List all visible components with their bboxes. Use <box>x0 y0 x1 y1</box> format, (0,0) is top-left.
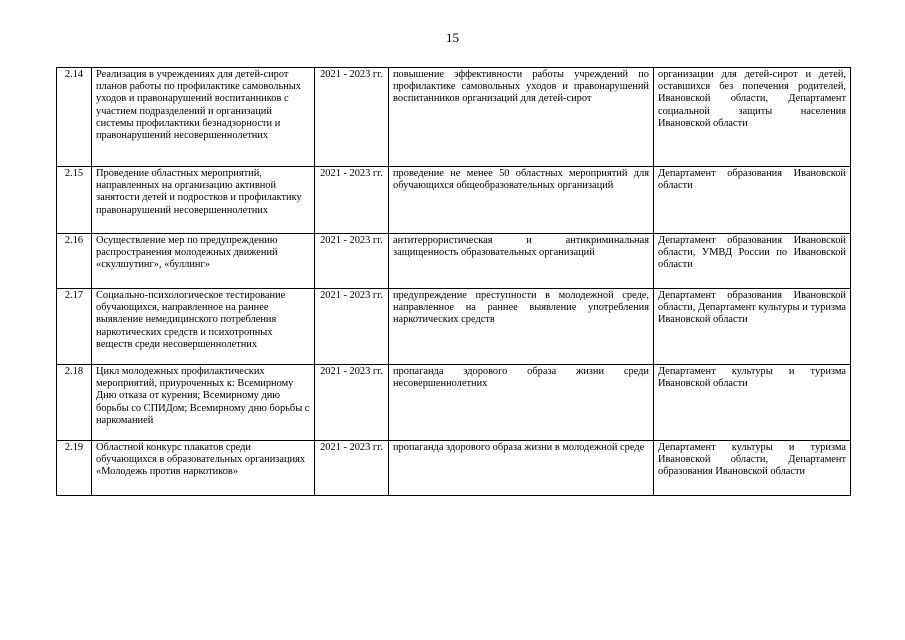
measure-term: 2021 - 2023 гг. <box>315 167 389 234</box>
measure-executor: Департамент образования Ивановской области <box>654 167 851 234</box>
row-number: 2.16 <box>57 234 92 289</box>
row-number: 2.18 <box>57 365 92 441</box>
measure-term: 2021 - 2023 гг. <box>315 68 389 167</box>
measure-executor: Департамент культуры и туризма Ивановской области <box>654 365 851 441</box>
measure-result: пропаганда здорового образа жизни среди несовершеннолетних <box>389 365 654 441</box>
measure-result: антитеррористическая и антикриминальная защищенность образовательных организаций <box>389 234 654 289</box>
measure-name: Цикл молодежных профилактических мероприятий, приуроченных к: Всемирному Дню отказа от курения; Всемирному дню борьбы со СПИДом; Всемирному дню борьбы с наркоманией <box>92 365 315 441</box>
table-row <box>57 167 851 234</box>
row-number: 2.15 <box>57 167 92 234</box>
measure-executor: Департамент образования Ивановской области, УМВД России по Ивановской области <box>654 234 851 289</box>
table-row <box>57 68 851 167</box>
measure-result: предупреждение преступности в молодежной среде, направленное на раннее выявление употребления наркотических средств <box>389 289 654 365</box>
table-row <box>57 289 851 365</box>
measure-executor: Департамент образования Ивановской области, Департамент культуры и туризма Ивановской области <box>654 289 851 365</box>
measure-name: Социально-психологическое тестирование обучающихся, направленное на раннее выявление немедицинского потребления наркотических средств и психотропных веществ среди несовершеннолетних <box>92 289 315 365</box>
measure-result: пропаганда здорового образа жизни в молодежной среде <box>389 441 654 496</box>
measure-result: повышение эффективности работы учреждений по профилактике самовольных уходов и правонарушений воспитанников организаций для детей-сирот <box>389 68 654 167</box>
measure-result: проведение не менее 50 областных мероприятий для обучающихся общеобразовательных организаций <box>389 167 654 234</box>
measure-name: Осуществление мер по предупреждению распространения молодежных движений «скулшутинг», «буллинг» <box>92 234 315 289</box>
row-number: 2.19 <box>57 441 92 496</box>
measure-term: 2021 - 2023 гг. <box>315 365 389 441</box>
measures-table <box>56 67 851 496</box>
measure-term: 2021 - 2023 гг. <box>315 234 389 289</box>
measure-executor: Департамент культуры и туризма Ивановской области, Департамент образования Ивановской области <box>654 441 851 496</box>
measure-term: 2021 - 2023 гг. <box>315 289 389 365</box>
measure-executor: организации для детей-сирот и детей, оставшихся без попечения родителей, Ивановской области, Департамент социальной защиты населения Ивановской области <box>654 68 851 167</box>
table-row <box>57 365 851 441</box>
row-number: 2.17 <box>57 289 92 365</box>
row-number: 2.14 <box>57 68 92 167</box>
table-row <box>57 441 851 496</box>
table-row <box>57 234 851 289</box>
measure-name: Проведение областных мероприятий, направленных на организацию активной занятости детей и подростков и профилактику правонарушений несовершеннолетних <box>92 167 315 234</box>
measure-name: Областной конкурс плакатов среди обучающихся в образовательных организациях «Молодежь против наркотиков» <box>92 441 315 496</box>
page-number: 15 <box>446 30 459 45</box>
measure-term: 2021 - 2023 гг. <box>315 441 389 496</box>
measure-name: Реализация в учреждениях для детей-сирот планов работы по профилактике самовольных уходов и правонарушений воспитанников с участием подразделений и организаций системы профилактики безнадзорности и правонарушений несовершеннолетних <box>92 68 315 167</box>
